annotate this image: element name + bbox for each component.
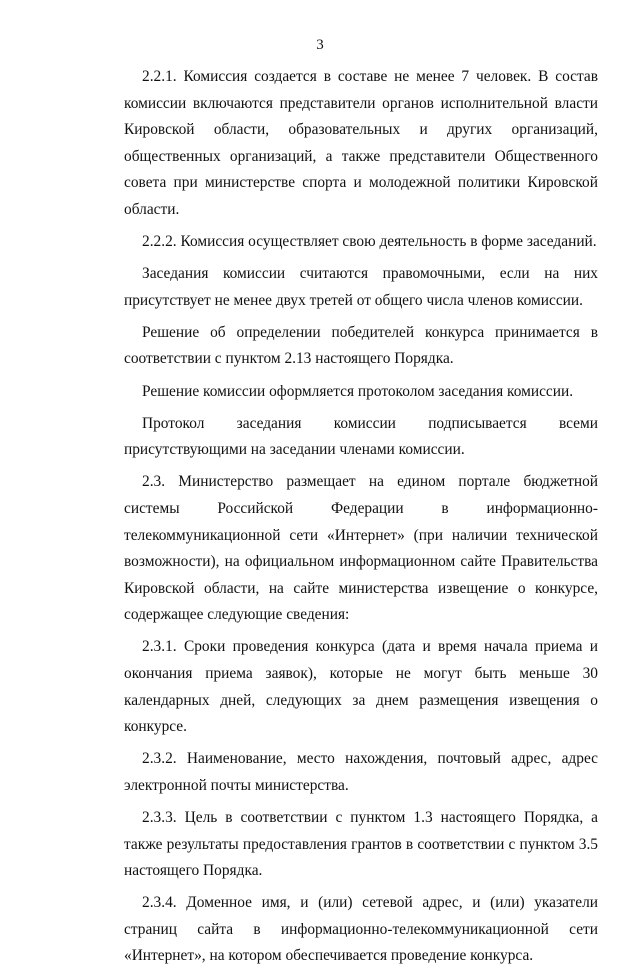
paragraph-protocol-signing: Протокол заседания комиссии подписывается всеми присутствующими на заседании членами комиссии.	[124, 414, 598, 459]
paragraph-quorum: Заседания комиссии считаются правомочными, если на них присутствует не менее двух третей от общего числа членов комиссии.	[124, 265, 598, 309]
paragraph-2-3-2: 2.3.2. Наименование, место нахождения, почтовый адрес, адрес электронной почты министерства.	[124, 750, 598, 794]
paragraph-2-3-4: 2.3.4. Доменное имя, и (или) сетевой адрес, и (или) указатели страниц сайта в информационно-телекоммуникационной сети «Интернет», на котором обеспечивается проведение конкурса.	[124, 894, 598, 965]
paragraph-2-2-1: 2.2.1. Комиссия создается в составе не менее 7 человек. В состав комиссии включаются представители органов исполнительной власти Кировской области, образовательных и других организаций, общественных организаций, а также представители Общественного совета при министерстве спорта и молодежной политики Кировской области.	[124, 68, 598, 218]
paragraph-2-3-3: 2.3.3. Цель в соответствии с пунктом 1.3 настоящего Порядка, а также результаты предоставления грантов в соответствии с пунктом 3.5 настоящего Порядка.	[124, 808, 598, 880]
page-number: 3	[316, 37, 324, 53]
paragraph-decision-protocol: Решение комиссии оформляется протоколом заседания комиссии.	[142, 382, 574, 400]
document-body	[124, 64, 598, 976]
paragraph-2-3: 2.3. Министерство размещает на едином портале бюджетной системы Российской Федерации в информационно-телекоммуникационной сети «Интернет» (при наличии технической возможности), на официальном информационном сайте Правительства Кировской области, на сайте министерства извещение о конкурсе, содержащее следующие сведения:	[124, 473, 598, 624]
paragraph-2-2-2: 2.2.2. Комиссия осуществляет свою деятельность в форме заседаний.	[142, 233, 597, 251]
paragraph-winners-decision: Решение об определении победителей конкурса принимается в соответствии с пунктом 2.13 настоящего Порядка.	[124, 323, 598, 368]
paragraph-2-3-1: 2.3.1. Сроки проведения конкурса (дата и время начала приема и окончания приема заявок), которые не могут быть меньше 30 календарных дней, следующих за днем размещения извещения о конкурсе.	[124, 638, 598, 736]
